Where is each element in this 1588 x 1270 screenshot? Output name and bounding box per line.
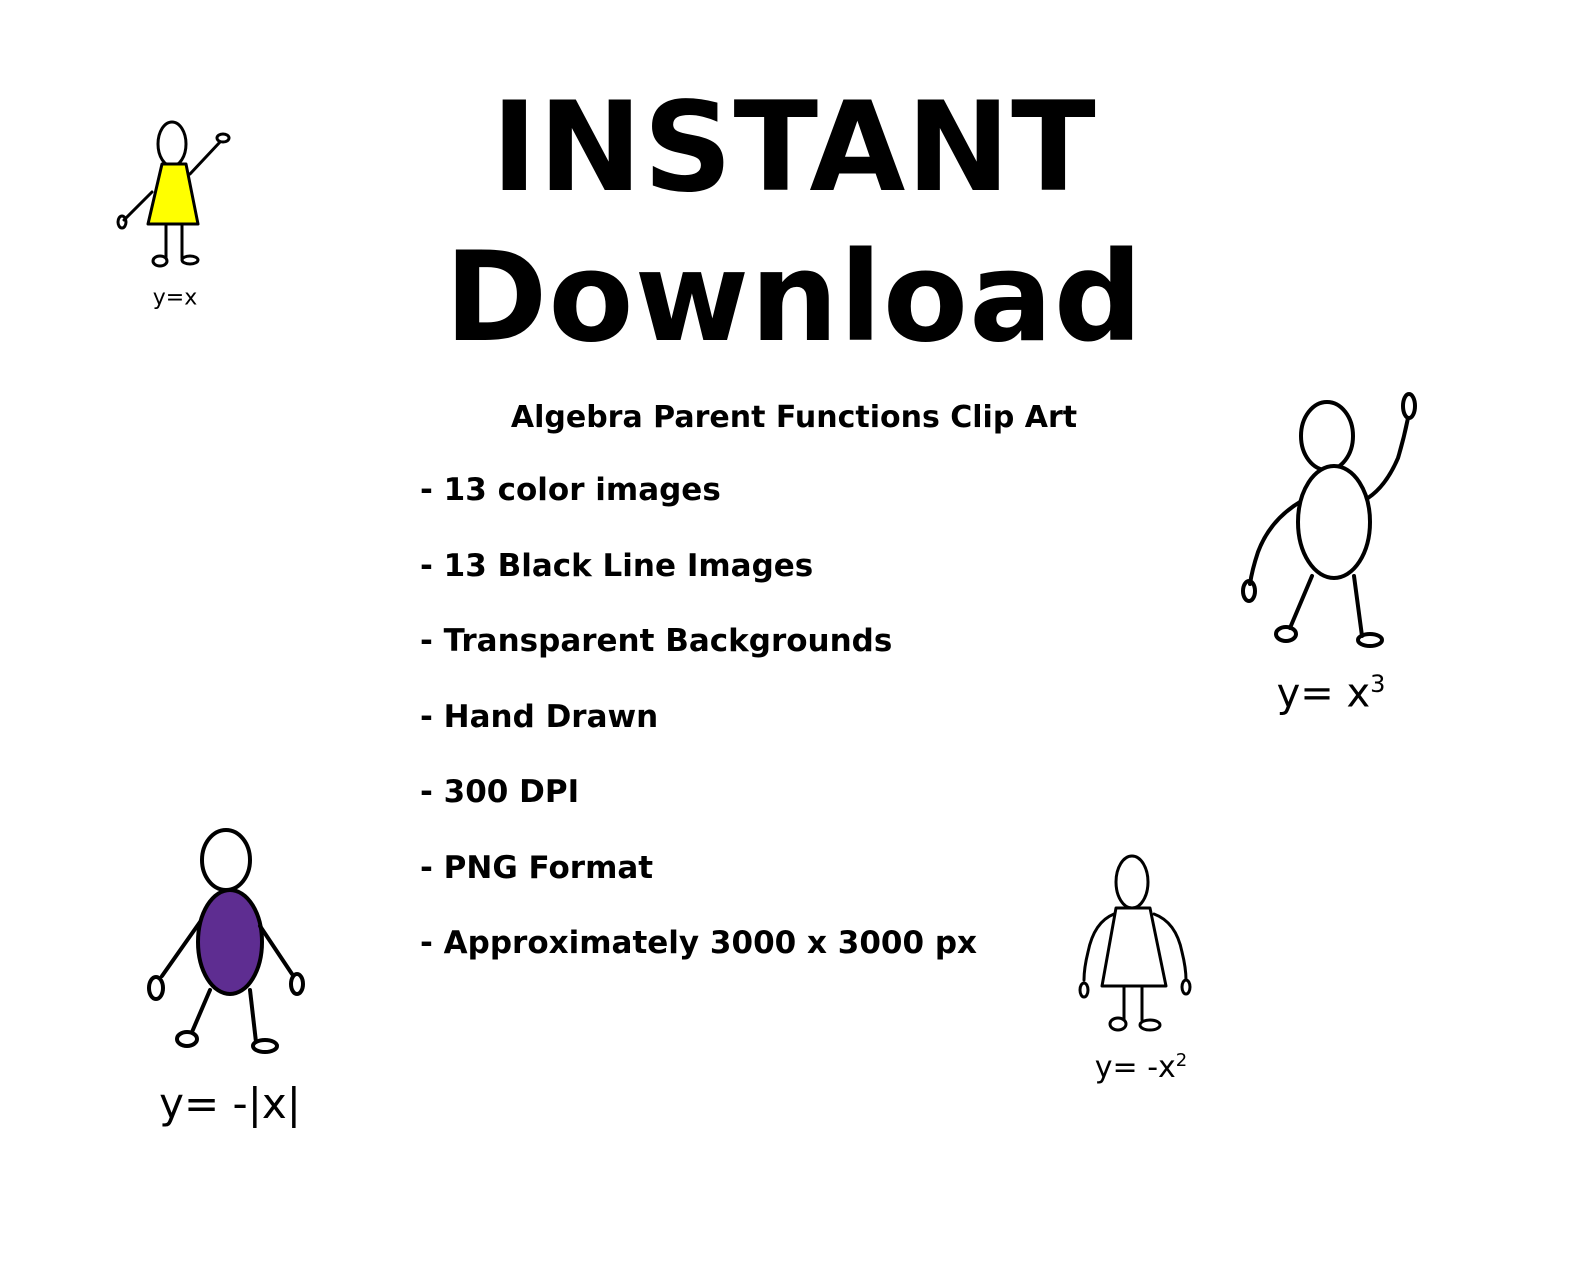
- feature-list: [420, 470, 977, 999]
- figure-white-y-equals-x-cubed: [1236, 390, 1426, 730]
- feature-item-black-line-images: - 13 Black Line Images: [420, 547, 814, 584]
- figure-yellow-y-equals-x: [110, 118, 240, 318]
- headline-instant: INSTANT: [491, 76, 1097, 220]
- feature-item-transparent-backgrounds: - Transparent Backgrounds: [420, 623, 893, 659]
- stick-figure-purple-illustration: [140, 826, 320, 1066]
- figure-purple-label: y= -|x|: [159, 1079, 301, 1128]
- product-subtitle: Algebra Parent Functions Clip Art: [510, 400, 1078, 435]
- figure-white-small-label: $y= -x^2$: [1094, 1050, 1188, 1085]
- stick-figure-white-small-illustration: [1076, 852, 1206, 1042]
- headline-download: Download: [444, 226, 1144, 370]
- feature-item-color-images: - 13 color images: [420, 472, 721, 508]
- figure-yellow-label: y=x: [152, 285, 198, 311]
- feature-item-png-format: - PNG Format: [420, 849, 654, 886]
- feature-item-dimensions: - Approximately 3000 x 3000 px: [420, 925, 978, 961]
- stick-figure-yellow-illustration: [110, 118, 240, 278]
- figure-white-y-equals-negative-x-squared: [1076, 852, 1206, 1092]
- feature-item-hand-drawn: - Hand Drawn: [420, 698, 659, 735]
- feature-item-dpi: - 300 DPI: [420, 774, 580, 810]
- stick-figure-white-large-illustration: [1236, 390, 1426, 660]
- figure-white-large-label: $y= x^3$: [1276, 670, 1386, 717]
- figure-purple-y-equals-negative-abs-x: [140, 826, 320, 1136]
